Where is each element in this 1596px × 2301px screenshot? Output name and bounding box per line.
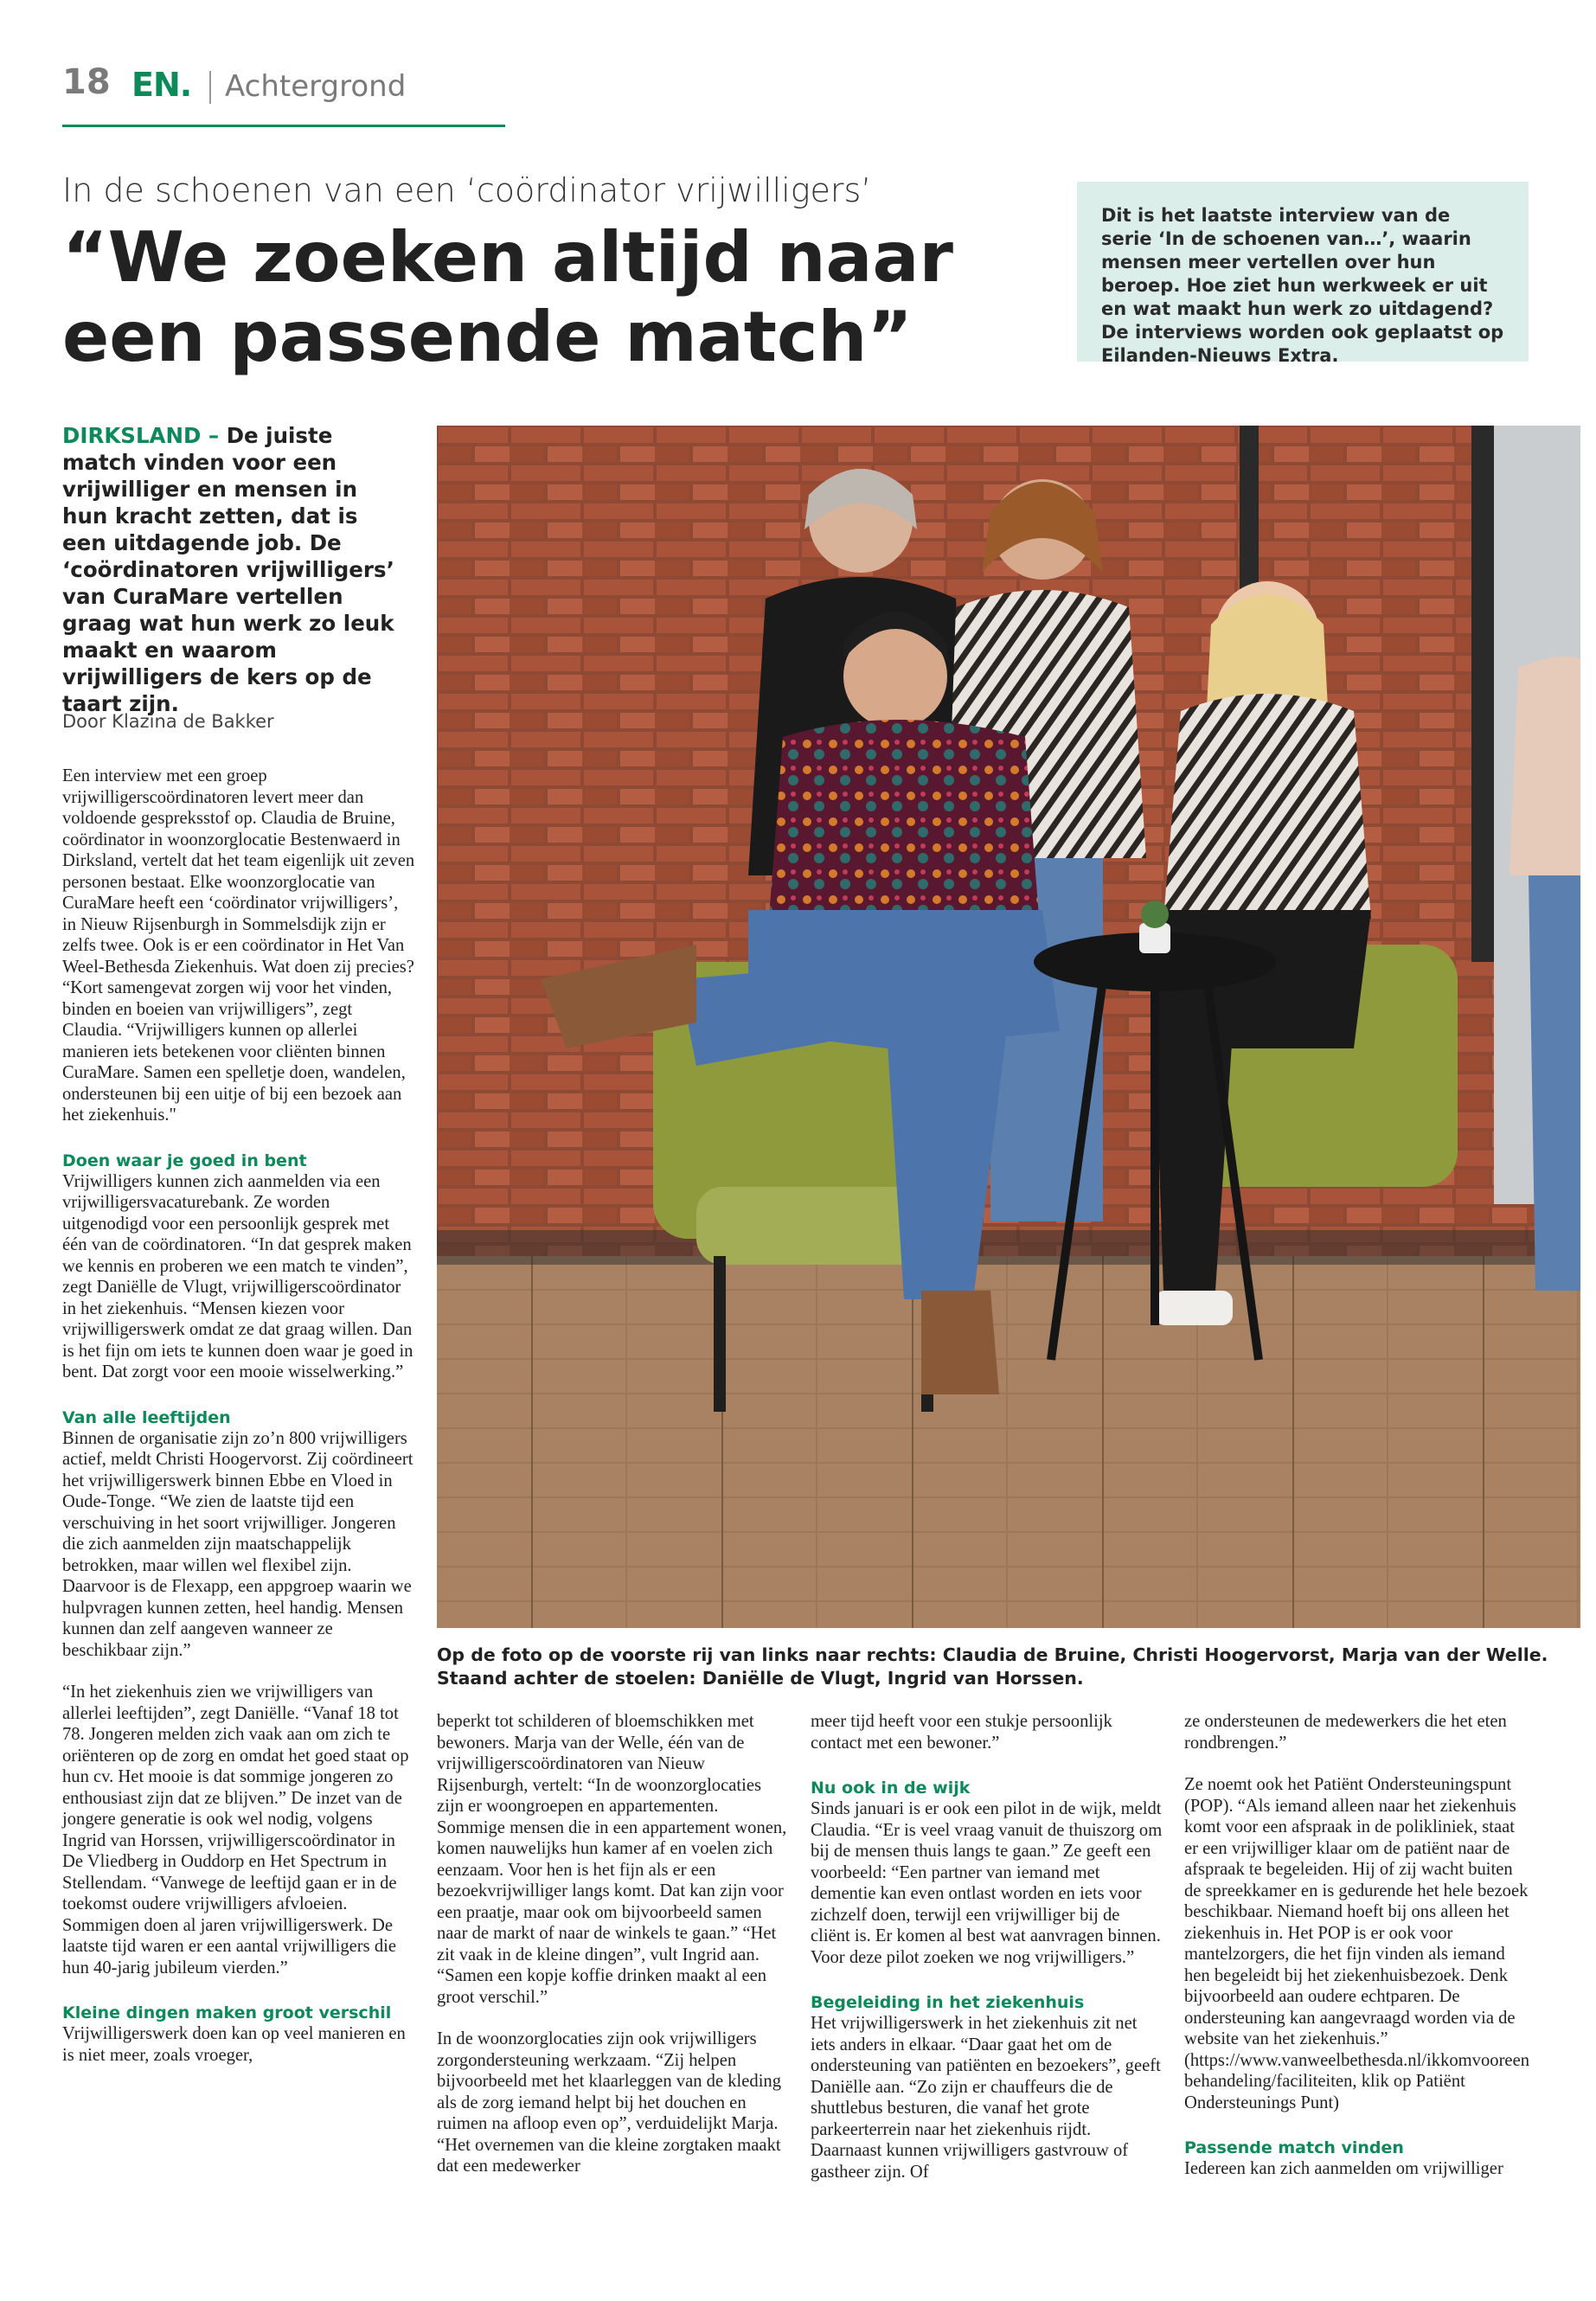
body-column-2 [437,1711,790,2177]
paragraph: meer tijd heeft voor een stukje persoonlijk contact met een bewoner.” [811,1712,1112,1753]
page-number: 18 [62,62,111,102]
subheading: Kleine dingen maken groot verschil [62,2003,392,2022]
body-column-3 [811,1711,1163,2182]
subheading: Passende match vinden [1184,2138,1404,2157]
brand-logo: EN. [131,66,192,104]
paragraph: Vrijwilligerswerk doen kan op veel manieren en is niet meer, zoals vroeger, [62,2024,406,2065]
header-rule [62,125,505,127]
subheading: Begeleiding in het ziekenhuis [811,1993,1085,2012]
paragraph: Ze noemt ook het Patiënt Ondersteuningspunt (POP). “Als iemand alleen naar het ziekenhuis komt voor een afspraak in de polikliniek, staat er een vrijwilliger klaar om de patiënt naar de afspraak te begeleiden. Hij of zij wacht buiten de spreekkamer en is gedurende het hele bezoek beschikbaar. Niemand hoeft bij ons alleen het ziekenhuis in. Het POP is er ook voor mantelzorgers, die het fijn vinden als iemand hen begeleidt bij het ziekenhuisbezoek. Denk bijvoorbeeld aan oudere echtparen. De ondersteuning kan aangevraagd worden via de website van het ziekenhuis.” (https://www.vanweelbethesda.nl/ikkomvooreenbehandeling/faciliteiten, klik op Patiënt Ondersteunings Punt) [1184,1775,1530,2112]
paragraph: beperkt tot schilderen of bloemschikken met bewoners. Marja van der Welle, één van de vrijwilligerscoördinatoren van Nieuw Rijsenburgh, vertelt: “In de woonzorglocaties zijn er woongroepen en appartementen. Sommige mensen die in een appartement wonen, komen nauwelijks hun kamer af en voelen zich eenzaam. Voor hen is het fijn als er een bezoekvrijwilliger langs komt. Dat kan zijn voor een praatje, maar ook om bijvoorbeeld samen naar de markt of naar de winkels te gaan.” “Het zit vaak in de kleine dingen”, vult Ingrid aan. “Samen een kopje koffie drinken maakt al een groot verschil.” [437,1712,787,2007]
group-photo [437,426,1580,1628]
paragraph: Iedereen kan zich aanmelden om vrijwilliger [1184,2159,1503,2178]
paragraph: “In het ziekenhuis zien we vrijwilligers van allerlei leeftijden”, zegt Daniëlle. “Vanaf 18 tot 78. Jongeren melden zich vaak aan om zich te oriënteren op de zorg en omdat het goed staat op hun cv. Het mooie is dat sommige jongeren zo enthousiast zijn dat ze blijven.” De inzet van de jongere generatie is ook wel nodig, volgens Ingrid van Horssen, vrijwilligerscoördinator in De Vliedberg in Ouddorp en Het Spectrum in Stellendam. “Vanwege de leeftijd gaan er in de toekomst oudere vrijwilligers afvloeien. Sommigen doen al jaren vrijwilligerswerk. De laatste tijd waren er een aantal vrijwilligers die hun 40-jarig jubileum vierden.” [62,1682,409,1977]
header-divider [209,71,211,104]
subheading: Nu ook in de wijk [811,1779,971,1798]
byline: Door Klazina de Bakker [62,711,274,732]
section-label: Achtergrond [225,69,407,104]
article-lead [62,422,408,717]
article-kicker: In de schoenen van een ‘coördinator vrijwilligers’ [62,171,872,209]
paragraph: Vrijwilligers kunnen zich aanmelden via een vrijwilligersvacaturebank. Ze worden uitgenodigd voor een persoonlijk gesprek met één van de coördinatoren. “In dat gesprek maken we kennis en proberen we een match te vinden”, zegt Daniëlle de Vlugt, vrijwilligerscoördinator in het ziekenhuis. “Mensen kiezen voor vrijwilligerswerk omdat ze dat graag willen. Dan is het fijn om iets te kunnen doen waar je goed in bent. Dat zorgt voor een mooie wisselwerking.” [62,1171,413,1381]
photo-caption [437,1644,1580,1690]
paragraph: Binnen de organisatie zijn zo’n 800 vrijwilligers actief, meldt Christi Hoogervorst. Zij coördineert het vrijwilligerswerk binnen Ebbe en Vloed in Oude-Tonge. “We zien de laatste tijd een verschuiving in het soort vrijwilliger. Jongeren die zich aanmelden zijn maatschappelijk betrokken, maar willen wel flexibel zijn. Daarvoor is de Flexapp, een appgroep waarin we hulpvragen kunnen zetten, heel handig. Mensen kunnen dan zelf aangeven wanneer ze beschikbaar zijn.” [62,1428,413,1660]
paragraph: Een interview met een groep vrijwilligerscoördinatoren levert meer dan voldoende gespreksstof op. Claudia de Bruine, coördinator in woonzorglocatie Bestenwaerd in Dirksland, vertelt dat het team eigenlijk uit zeven personen bestaat. Elke woonzorglocatie van CuraMare heeft een ‘coördinator vrijwilligers’, in Nieuw Rijsenburgh in Sommelsdijk zijn er zelfs twee. Ook is er een coördinator in Het Van Weel-Bethesda Ziekenhuis. Wat doen zij precies? “Kort samengevat zorgen wij voor het vinden, binden en boeien van vrijwilligers”, zegt Claudia. “Vrijwilligers kunnen op allerlei manieren iets betekenen voor cliënten binnen CuraMare. Samen een spelletje doen, wandelen, ondersteunen bij een uitje of bij een bezoek aan het ziekenhuis." [62,766,415,1125]
subheading: Doen waar je goed in bent [62,1150,307,1170]
paragraph: ze ondersteunen de medewerkers die het eten rondbrengen.” [1184,1712,1507,1753]
caption-line-2: Staand achter de stoelen: Daniëlle de Vlugt, Ingrid van Horssen. [437,1668,1084,1689]
paragraph: Sinds januari is er ook een pilot in de wijk, meldt Claudia. “Er is veel vraag vanuit de thuiszorg om bij de mensen thuis langs te gaan.” Ze geeft een voorbeeld: “Een partner van iemand met dementie kan even ontlast worden en iets voor zichzelf doen, terwijl een vrijwilliger bij de cliënt is. Er komen al best wat aanvragen binnen. Voor deze pilot zoeken we nog vrijwilligers.” [811,1799,1163,1967]
caption-line-1: Op de foto op de voorste rij van links naar rechts: Claudia de Bruine, Christi Hoogervorst, Marja van der Welle. [437,1644,1548,1665]
dateline: DIRKSLAND – [62,423,220,448]
headline-line-2: een passende match” [62,297,913,377]
body-column-4 [1184,1711,1530,2180]
paragraph: Het vrijwilligerswerk in het ziekenhuis zit net iets anders in elkaar. “Daar gaat het om de ondersteuning van patiënten en bezoekers”, geeft Daniëlle aan. “Zo zijn er chauffeurs die de shuttlebus besturen, die vanaf het grote parkeerterrein naar het ziekenhuis rijdt. Daarnaast kunnen vrijwilligers gastvrouw of gastheer zijn. Of [811,2014,1161,2182]
series-info-box [1077,182,1529,366]
subheading: Van alle leeftijden [62,1407,231,1427]
headline-line-1: “We zoeken altijd naar [62,217,953,298]
body-column-1 [62,766,415,2066]
series-info-text: Dit is het laatste interview van de serie ‘In de schoenen van…’, waarin mensen meer vertellen over hun beroep. Hoe ziet hun werkweek er uit en wat maakt hun werk zo uitdagend? De interviews worden ook geplaatst op Eilanden-Nieuws Extra. [1101,205,1504,366]
lead-text: De juiste match vinden voor een vrijwilliger en mensen in hun kracht zetten, dat is een uitdagende job. De ‘coördinatoren vrijwilligers’ van CuraMare vertellen graag wat hun werk zo leuk maakt en waarom vrijwilligers de kers op de taart zijn. [62,423,394,716]
paragraph: In de woonzorglocaties zijn ook vrijwilligers zorgondersteuning werkzaam. “Zij helpen bijvoorbeeld met het klaarleggen van de kleding als de zorg iemand helpt bij het douchen en ruimen na afloop even op”, verduidelijkt Marja. “Het overnemen van die kleine zorgtaken maakt dat een medewerker [437,2029,782,2176]
article-headline [62,218,1014,377]
